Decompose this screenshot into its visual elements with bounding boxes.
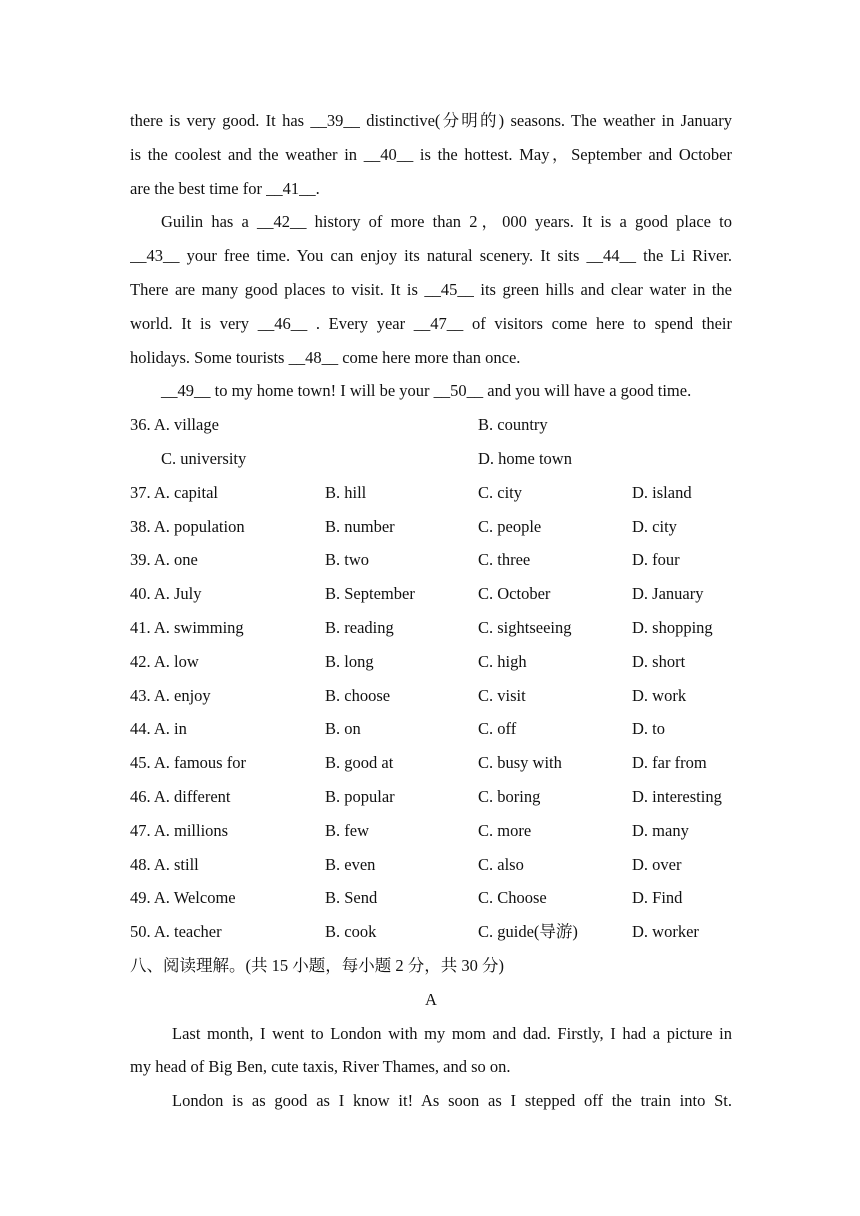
option-a: 39. A. one — [130, 550, 198, 570]
option-b: B. Send — [325, 888, 378, 908]
option-c: C. more — [478, 820, 532, 840]
option-d: D. short — [632, 651, 686, 671]
option-a: 48. A. still — [130, 854, 199, 874]
option-b: B. few — [325, 820, 369, 840]
option-c: C. Choose — [478, 888, 547, 908]
option-b: B. long — [325, 651, 374, 671]
option-d: D. many — [632, 820, 689, 840]
passage-line: are the best time for __41__. — [130, 178, 320, 198]
question-row — [130, 881, 732, 915]
passage-line: __43__ your free time. You can enjoy its natural scenery. It sits __44__ the Li River. — [130, 246, 732, 266]
option-d: D. interesting — [632, 786, 722, 806]
option-b: B. September — [325, 584, 415, 604]
option-d: D. January — [632, 584, 704, 604]
option-b: B. cook — [325, 922, 377, 942]
option-a: 49. A. Welcome — [130, 888, 236, 908]
option-c: C. city — [478, 482, 522, 502]
option-c: C. three — [478, 550, 531, 570]
option-b: B. choose — [325, 685, 391, 705]
option-c: C. off — [478, 719, 517, 739]
question-row — [130, 780, 732, 814]
option-c: C. boring — [478, 786, 541, 806]
passage-line: __49__ to my home town! I will be your __50__ and you will have a good time. — [161, 381, 692, 401]
passage-line: holidays. Some tourists __48__ come here more than once. — [130, 347, 521, 367]
question-row — [130, 577, 732, 611]
section-heading: 八、阅读理解。(共 15 小题，每小题 2 分，共 30 分) — [130, 955, 504, 975]
option-c: C. people — [478, 516, 542, 536]
option-d: D. island — [632, 482, 692, 502]
cloze-passage — [130, 104, 732, 408]
option-b: B. country — [478, 415, 548, 435]
option-d: D. over — [632, 854, 682, 874]
option-a: 43. A. enjoy — [130, 685, 211, 705]
option-c: C. high — [478, 651, 527, 671]
option-d: D. four — [632, 550, 680, 570]
option-d: D. shopping — [632, 617, 713, 637]
option-d: D. work — [632, 685, 687, 705]
option-b: B. two — [325, 550, 370, 570]
reading-line: Last month, I went to London with my mom and dad. Firstly, I had a picture in — [172, 1023, 732, 1043]
option-a: 41. A. swimming — [130, 617, 244, 637]
reading-section — [130, 949, 732, 1118]
option-b: B. reading — [325, 617, 394, 637]
question-row — [130, 645, 732, 679]
option-c: C. busy with — [478, 753, 562, 773]
option-c: C. sightseeing — [478, 617, 572, 637]
option-b: B. on — [325, 719, 361, 739]
option-c: C. also — [478, 854, 524, 874]
option-a: 46. A. different — [130, 786, 231, 806]
question-36 — [130, 408, 732, 476]
question-row — [130, 442, 732, 476]
passage-line: there is very good. It has __39__ distinctive(分明的) seasons. The weather in January — [130, 111, 732, 130]
option-d: D. home town — [478, 448, 572, 468]
question-row — [130, 679, 732, 713]
reading-line: London is as good as I know it! As soon as I stepped off the train into St. — [172, 1091, 732, 1111]
passage-letter: A — [425, 989, 437, 1009]
option-a: 40. A. July — [130, 584, 202, 604]
passage-line: There are many good places to visit. It is __45__ its green hills and clear water in the — [130, 279, 732, 299]
passage-line: is the coolest and the weather in __40__ is the hottest. May，September and October — [130, 144, 732, 164]
question-row — [130, 476, 732, 510]
question-row — [130, 611, 732, 645]
question-row — [130, 543, 732, 577]
reading-line: my head of Big Ben, cute taxis, River Thames, and so on. — [130, 1057, 511, 1077]
question-row — [130, 746, 732, 780]
option-a: 50. A. teacher — [130, 922, 222, 942]
option-d: D. Find — [632, 888, 683, 908]
question-list — [130, 476, 732, 949]
passage-line: world. It is very __46__ . Every year __47__ of visitors come here to spend their — [130, 313, 732, 333]
option-a: 38. A. population — [130, 516, 245, 536]
question-row — [130, 915, 732, 949]
option-b: B. hill — [325, 482, 367, 502]
question-row — [130, 848, 732, 882]
question-row — [130, 408, 732, 442]
option-d: D. to — [632, 719, 665, 739]
option-a: 44. A. in — [130, 719, 187, 739]
option-c: C. visit — [478, 685, 526, 705]
question-row — [130, 510, 732, 544]
option-a: 42. A. low — [130, 651, 199, 671]
option-b: B. number — [325, 516, 395, 536]
option-c: C. university — [161, 448, 247, 468]
option-d: D. worker — [632, 922, 699, 942]
option-b: B. even — [325, 854, 376, 874]
option-c: C. October — [478, 584, 551, 604]
option-d: D. city — [632, 516, 677, 536]
document-page — [130, 104, 732, 1118]
question-row — [130, 712, 732, 746]
option-a: 36. A. village — [130, 415, 219, 435]
question-row — [130, 814, 732, 848]
option-b: B. good at — [325, 753, 394, 773]
option-b: B. popular — [325, 786, 395, 806]
option-a: 45. A. famous for — [130, 753, 246, 773]
option-d: D. far from — [632, 753, 707, 773]
passage-line: Guilin has a __42__ history of more than 2，000 years. It is a good place to — [161, 212, 732, 232]
option-a: 37. A. capital — [130, 482, 218, 502]
option-a: 47. A. millions — [130, 820, 229, 840]
option-c: C. guide(导游) — [478, 922, 578, 942]
